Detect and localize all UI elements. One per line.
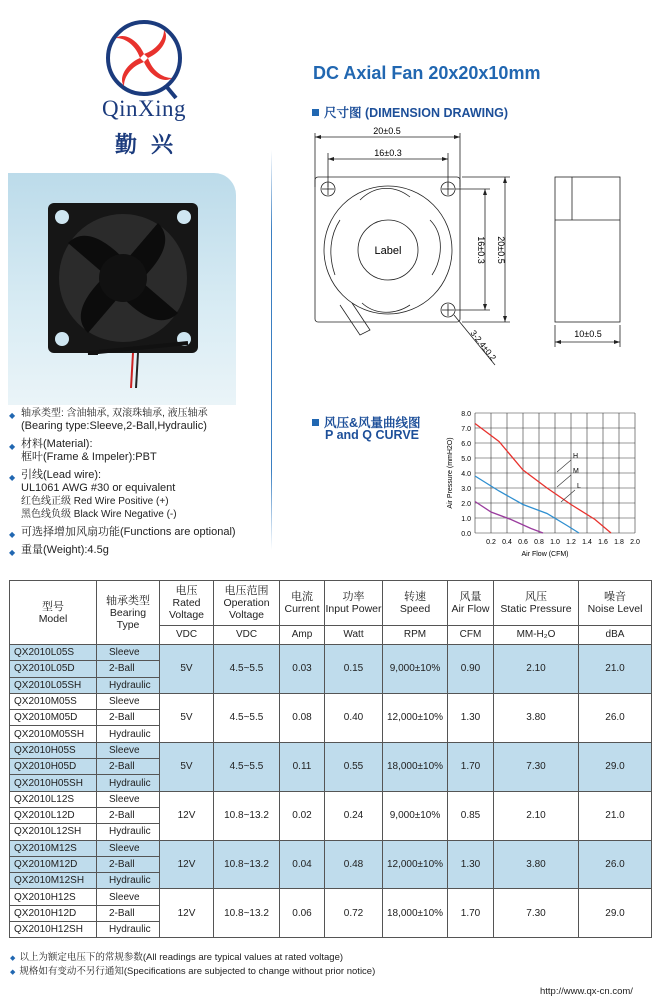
y-tick-label: 1.0 (461, 516, 471, 523)
hole-size-label: 3-2.4±0.2 (468, 328, 499, 363)
cell-noise: 26.0 (579, 840, 652, 889)
cell-model: QX2010L12D (10, 807, 97, 823)
table-group (10, 791, 652, 840)
cell-flow: 1.30 (448, 693, 494, 742)
table-group (10, 693, 652, 742)
x-tick-label: 1.0 (550, 539, 560, 546)
lead-awg: UL1061 AWG #30 or equivalent (21, 482, 176, 494)
x-tick-label: 0.6 (518, 539, 528, 546)
spec-list (8, 407, 268, 562)
diamond-bullet-icon: ◆ (9, 530, 16, 539)
cell-model: QX2010H05SH (10, 775, 97, 791)
note-1: ◆ 以上为额定电压下的常规参数(All readings are typical values at rated voltage) (10, 952, 344, 963)
unit-pressure: MM-H₂O (494, 626, 579, 645)
cell-power: 0.15 (325, 645, 383, 694)
cell-pressure: 2.10 (494, 791, 579, 840)
bearing-en: (Bearing type:Sleeve,2-Ball,Hydraulic) (21, 420, 207, 432)
fan-label-text: Label (374, 245, 402, 257)
table-row (10, 840, 652, 856)
brand-name: QinXing (102, 96, 186, 121)
col-bearing: 轴承类型 Bearing Type (97, 581, 160, 645)
vertical-divider (271, 150, 272, 550)
bearing-cn: 轴承类型: 含油轴承, 双滚珠轴承, 液压轴承 (21, 408, 208, 419)
y-tick-label: 0.0 (461, 531, 471, 538)
cell-model: QX2010M12SH (10, 873, 97, 889)
cell-speed: 18,000±10% (383, 742, 448, 791)
x-tick-label: 0.8 (534, 539, 544, 546)
table-row (10, 791, 652, 807)
spec-weight (8, 544, 268, 557)
x-tick-label: 1.4 (582, 539, 592, 546)
cell-model: QX2010M05D (10, 710, 97, 726)
cell-bearing: 2-Ball (97, 661, 160, 677)
cell-voltage: 12V (160, 791, 214, 840)
table-group (10, 889, 652, 938)
series-label-m: M (573, 468, 579, 475)
cell-bearing: Hydraulic (97, 775, 160, 791)
cell-pressure: 3.80 (494, 693, 579, 742)
unit-current: Amp (280, 626, 325, 645)
cell-range: 10.8~13.2 (214, 889, 280, 938)
cell-range: 10.8~13.2 (214, 840, 280, 889)
cell-speed: 12,000±10% (383, 840, 448, 889)
cell-current: 0.08 (280, 693, 325, 742)
cell-model: QX2010L05D (10, 661, 97, 677)
cell-bearing: 2-Ball (97, 759, 160, 775)
material-title: 材料(Material): (21, 438, 93, 450)
cell-model: QX2010L05S (10, 645, 97, 661)
table-row (10, 889, 652, 905)
lead-black: 黑色线负级 Black Wire Negative (-) (21, 509, 177, 520)
y-tick-label: 5.0 (461, 456, 471, 463)
cell-noise: 29.0 (579, 742, 652, 791)
col-current: 电流 Current (280, 581, 325, 626)
hole-spacing-h-label: 16±0.3 (374, 148, 402, 158)
cell-bearing: Sleeve (97, 889, 160, 905)
lead-red: 红色线正级 Red Wire Positive (+) (21, 496, 169, 507)
cell-bearing: Hydraulic (97, 873, 160, 889)
spec-lead-wire (8, 469, 268, 521)
table-group (10, 742, 652, 791)
pq-heading-en: P and Q CURVE (325, 428, 420, 442)
cell-model: QX2010M12D (10, 856, 97, 872)
cell-current: 0.03 (280, 645, 325, 694)
col-noise: 噪音 Noise Level (579, 581, 652, 626)
y-tick-label: 6.0 (461, 441, 471, 448)
cell-power: 0.72 (325, 889, 383, 938)
table-row (10, 645, 652, 661)
cell-current: 0.04 (280, 840, 325, 889)
cell-speed: 12,000±10% (383, 693, 448, 742)
cell-current: 0.11 (280, 742, 325, 791)
cell-model: QX2010H12SH (10, 922, 97, 938)
cell-current: 0.02 (280, 791, 325, 840)
cell-speed: 18,000±10% (383, 889, 448, 938)
cell-bearing: Sleeve (97, 742, 160, 758)
series-line-l (475, 502, 543, 534)
unit-speed: RPM (383, 626, 448, 645)
weight-text: 重量(Weight):4.5g (21, 544, 109, 556)
y-axis-label: Air Pressure (mmH2O) (447, 437, 454, 509)
cell-flow: 1.30 (448, 840, 494, 889)
col-range: 电压范围 Operation Voltage (214, 581, 280, 626)
cell-model: QX2010H12S (10, 889, 97, 905)
cell-power: 0.40 (325, 693, 383, 742)
spec-material (8, 438, 268, 464)
cell-model: QX2010L05SH (10, 677, 97, 693)
dimension-drawing (300, 125, 640, 380)
cell-bearing: Hydraulic (97, 922, 160, 938)
cell-model: QX2010H05S (10, 742, 97, 758)
series-leader (557, 475, 571, 487)
unit-voltage: VDC (160, 626, 214, 645)
cell-bearing: Hydraulic (97, 824, 160, 840)
series-line-m (475, 476, 579, 533)
lead-title: 引线(Lead wire): (21, 469, 102, 481)
cell-speed: 9,000±10% (383, 791, 448, 840)
cell-noise: 29.0 (579, 889, 652, 938)
cell-current: 0.06 (280, 889, 325, 938)
cell-bearing: 2-Ball (97, 856, 160, 872)
series-line-h (475, 424, 611, 534)
table-group (10, 840, 652, 889)
x-tick-label: 1.2 (566, 539, 576, 546)
unit-power: Watt (325, 626, 383, 645)
cell-voltage: 5V (160, 742, 214, 791)
material-value: 框叶(Frame & Impeler):PBT (21, 451, 157, 463)
x-tick-label: 1.8 (614, 539, 624, 546)
cell-speed: 9,000±10% (383, 645, 448, 694)
col-power: 功率 Input Power (325, 581, 383, 626)
y-tick-label: 3.0 (461, 486, 471, 493)
cell-range: 4.5~5.5 (214, 742, 280, 791)
cell-pressure: 3.80 (494, 840, 579, 889)
cell-bearing: 2-Ball (97, 807, 160, 823)
depth-label: 10±0.5 (574, 329, 602, 339)
spec-table (9, 580, 652, 938)
cell-flow: 0.90 (448, 645, 494, 694)
x-tick-label: 2.0 (630, 539, 640, 546)
outer-height-label: 20±0.5 (496, 236, 506, 264)
cell-noise: 21.0 (579, 645, 652, 694)
cell-power: 0.24 (325, 791, 383, 840)
series-label-l: L (577, 483, 581, 490)
x-tick-label: 0.4 (502, 539, 512, 546)
y-tick-label: 2.0 (461, 501, 471, 508)
cell-noise: 21.0 (579, 791, 652, 840)
diamond-bullet-icon: ◆ (10, 969, 16, 976)
diamond-bullet-icon: ◆ (9, 473, 16, 482)
diamond-bullet-icon: ◆ (9, 411, 16, 420)
series-leader (557, 460, 571, 472)
outer-width-label: 20±0.5 (373, 126, 401, 136)
cell-flow: 1.70 (448, 889, 494, 938)
brand-logo (96, 16, 192, 100)
cell-voltage: 12V (160, 840, 214, 889)
pq-chart (440, 405, 645, 560)
series-label-h: H (573, 453, 579, 460)
unit-noise: dBA (579, 626, 652, 645)
col-voltage: 电压 Rated Voltage (160, 581, 214, 626)
footer-url[interactable]: http://www.qx-cn.com/ (540, 986, 633, 997)
dimension-heading-text: 尺寸图 (DIMENSION DRAWING) (324, 106, 509, 120)
notes (10, 951, 375, 979)
cell-bearing: Hydraulic (97, 677, 160, 693)
unit-range: VDC (214, 626, 280, 645)
cell-pressure: 2.10 (494, 645, 579, 694)
pq-heading-cn: 风压&风量曲线图 (324, 416, 421, 430)
cell-model: QX2010M12S (10, 840, 97, 856)
cell-flow: 0.85 (448, 791, 494, 840)
cell-model: QX2010H12D (10, 905, 97, 921)
cell-voltage: 5V (160, 693, 214, 742)
table-group (10, 645, 652, 694)
x-tick-label: 0.2 (486, 539, 496, 546)
square-bullet-icon (312, 109, 319, 116)
cell-bearing: Sleeve (97, 693, 160, 709)
cell-voltage: 5V (160, 645, 214, 694)
unit-flow: CFM (448, 626, 494, 645)
cell-bearing: Sleeve (97, 645, 160, 661)
page-title: DC Axial Fan 20x20x10mm (313, 63, 541, 83)
brand-name-cn: 勤兴 (114, 132, 187, 158)
cell-noise: 26.0 (579, 693, 652, 742)
table-row (10, 742, 652, 758)
cell-bearing: 2-Ball (97, 710, 160, 726)
y-tick-label: 7.0 (461, 426, 471, 433)
y-tick-label: 8.0 (461, 411, 471, 418)
note-2: ◆ 规格如有变动不另行通知(Specifications are subjected to change without prior notice) (10, 966, 376, 977)
col-model: 型号 Model (10, 581, 97, 645)
cell-model: QX2010L12S (10, 791, 97, 807)
cell-flow: 1.70 (448, 742, 494, 791)
cell-model: QX2010L12SH (10, 824, 97, 840)
hole-spacing-v-label: 16±0.3 (476, 236, 486, 264)
cell-bearing: Sleeve (97, 791, 160, 807)
col-pressure: 风压 Static Pressure (494, 581, 579, 626)
col-speed: 转速 Speed (383, 581, 448, 626)
cell-range: 4.5~5.5 (214, 693, 280, 742)
cell-range: 10.8~13.2 (214, 791, 280, 840)
cell-range: 4.5~5.5 (214, 645, 280, 694)
diamond-bullet-icon: ◆ (9, 548, 16, 557)
cell-bearing: Hydraulic (97, 726, 160, 742)
cell-pressure: 7.30 (494, 889, 579, 938)
diamond-bullet-icon: ◆ (10, 955, 16, 962)
cell-model: QX2010M05SH (10, 726, 97, 742)
dimension-heading (312, 103, 508, 121)
x-axis-label: Air Flow (CFM) (521, 551, 569, 558)
cell-bearing: Sleeve (97, 840, 160, 856)
cell-pressure: 7.30 (494, 742, 579, 791)
product-photo (8, 173, 236, 405)
cell-power: 0.48 (325, 840, 383, 889)
spec-functions (8, 526, 268, 539)
spec-bearing (8, 407, 268, 433)
cell-voltage: 12V (160, 889, 214, 938)
cell-model: QX2010M05S (10, 693, 97, 709)
x-tick-label: 1.6 (598, 539, 608, 546)
functions-text: 可选择增加风扇功能(Functions are optional) (21, 526, 236, 538)
square-bullet-icon (312, 419, 319, 426)
y-tick-label: 4.0 (461, 471, 471, 478)
table-row (10, 693, 652, 709)
cell-power: 0.55 (325, 742, 383, 791)
col-flow: 风量 Air Flow (448, 581, 494, 626)
cell-model: QX2010H05D (10, 759, 97, 775)
cell-bearing: 2-Ball (97, 905, 160, 921)
series-leader (561, 490, 575, 502)
diamond-bullet-icon: ◆ (9, 442, 16, 451)
